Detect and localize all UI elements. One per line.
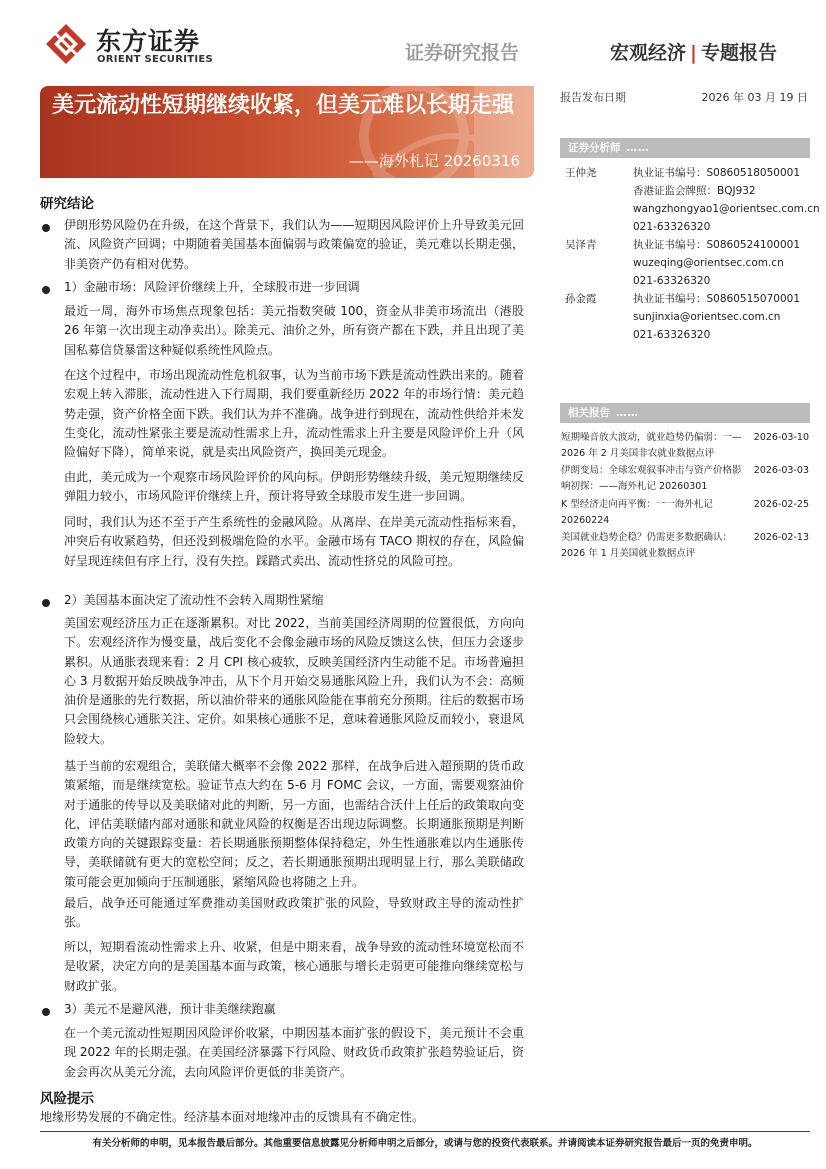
report-title: 美元流动性短期继续收紧，但美元难以长期走强 — [52, 93, 515, 118]
analyst-license: 执业证书编号：S0860524100001 — [633, 239, 801, 251]
category-topic: 专题报告 — [700, 42, 777, 64]
related-report-title[interactable]: 美国就业趋势企稳？仍需更多数据确认：2026 年 1 月美国就业数据点评 — [561, 532, 733, 559]
category-macro: 宏观经济 — [610, 42, 687, 64]
analyst-phone: 021-63326320 — [633, 275, 711, 287]
conclusion-intro: 伊朗形势风险仍在升级，在这个背景下，我们认为——短期因风险评价上升导致美元回流、风险资产回调；中期随着美国基本面偏弱与政策偏宽的验证，美元难以长期走强，非美资产仍有相对优势。 — [64, 218, 524, 271]
analyst-email[interactable]: wangzhongyao1@orientsec.com.cn — [633, 203, 820, 215]
publish-date-row — [560, 89, 808, 105]
related-report-item[interactable] — [561, 463, 809, 497]
footer-disclaimer: 有关分析师的申明，见本报告最后部分。其他重要信息披露见分析师申明之后部分，或请与您的投资代表联系。并请阅读本证券研究报告最后一页的免责申明。 — [92, 1138, 758, 1149]
section1-risk-assessment: 同时，我们认为还不至于产生系统性的金融风险。从离岸、在岸美元流动性指标来看，冲突后有收紧趋势，但还没到极端危险的水平。金融市场有 TACO 期权的存在，风险偏好呈现连续但有序上行，没有失控。踩踏式卖出、流动性挤兑的风险可控。 — [64, 515, 524, 568]
report-subtitle: ——海外札记 20260316 — [348, 152, 520, 170]
risk-heading: 风险提示 — [40, 1091, 94, 1107]
related-report-title[interactable]: K 型经济走向再平衡：一一海外札记 20260224 — [561, 499, 713, 526]
bullet-icon — [42, 1008, 50, 1016]
analysts-heading-label: 证券分析师 — [568, 142, 621, 154]
company-logo — [44, 22, 244, 68]
footer-divider — [40, 1131, 810, 1132]
section2-body-3: 最后，战争还可能通过军费推动美国财政政策扩张的风险，导致财政主导的流动性扩张。 — [64, 896, 524, 930]
related-report-title[interactable]: 伊朗变局：全球宏观叙事冲击与资产价格影响初探：——海外札记 20260301 — [561, 465, 742, 492]
section1-highlight: 最近一周，海外市场焦点现象包括：美元指数突破 100，资金从非美市场流出（港股 26 年第一次出现主动净卖出）。除美元、油价之外，所有资产都在下跌，并且出现了美国私募信贷暴雷这种疑似系统性风险点。 — [64, 304, 524, 357]
bullet-icon — [42, 224, 50, 232]
analyst-name: 王仲尧 — [565, 167, 597, 179]
section1-conclusion: 由此，美元成为一个观察市场风险评价的风向标。伊朗形势继续升级，美元短期继续反弹阻力较小，市场风险评价继续上升，预计将导致全球股市发生进一步回调。 — [64, 470, 524, 504]
analyst-license: 执业证书编号：S0860515070001 — [633, 293, 801, 305]
risk-text: 地缘形势发展的不确定性。经济基本面对地缘冲击的反馈具有不确定性。 — [40, 1110, 425, 1124]
analyst-phone: 021-63326320 — [633, 329, 711, 341]
logo-chinese-name: 东方证券 — [96, 27, 201, 56]
report-type: 证券研究报告 — [405, 42, 520, 64]
logo-english-name: ORIENT SECURITIES — [97, 54, 214, 65]
section2-body-2: 基于当前的宏观组合，美联储大概率不会像 2022 那样，在战争后进入超预期的货币政策紧缩，而是继续宽松。验证节点大约在 5-6 月 FOMC 会议，一方面，需要观察油价对于通胀的传导以及美联储对此的判断，另一方面，也需结合沃什上任后的政策取向变化，评估美联储内部对通胀和就业风险的权衡是否出现边际调整。长期通胀预期是判断政策方向的关键跟踪变量：若长期通胀预期整体保持稳定，外生性通胀难以内生通胀传导，美联储就有更大的宽松空间；反之，若长期通胀预期出现明显上行，那么美联储政策可能会更加倾向于压制通胀，紧缩风险也将随之上升。 — [64, 759, 524, 889]
logo-mark-icon — [44, 22, 88, 66]
analyst-name: 吴泽青 — [565, 239, 597, 251]
analyst-info — [633, 290, 813, 344]
section2-body-1: 美国宏观经济压力正在逐渐累积。对比 2022，当前美国经济周期的位置很低，方向向下。宏观经济作为慢变量，战后变化不会像金融市场的风险反馈这么快，但压力会逐步累积。从通胀表现来看：2 月 CPI 核心疲软，反映美国经济内生动能不足。市场普遍担心 3 月数据开始反映战争冲击，从下个月开始交易通胀风险上升，我们认为不会：高频油价是通胀的先行数据，所以油价带来的通胀风险能在事前充分预期。往后的数据市场只会围绕核心通胀关注、定价。如果核心通胀不足，意味着通胀风险反而较小，衰退风险较大。 — [64, 616, 524, 746]
section3-body: 在一个美元流动性短期因风险评价收紧，中期因基本面扩张的假设下，美元预计不会重现 2022 年的长期走强。在美国经济暴露下行风险、财政货币政策扩张趋势验证后，资金会再次从美元分流，去向风险评价更低的非美资产。 — [64, 1026, 524, 1079]
publish-date-label: 报告发布日期 — [560, 91, 626, 104]
analyst-card — [565, 164, 820, 236]
related-report-date: 2026-03-10 — [753, 432, 809, 443]
related-report-item[interactable] — [561, 530, 809, 564]
related-report-date: 2026-03-03 — [753, 465, 809, 476]
related-report-title[interactable]: 短期噪音放大波动，就业趋势仍偏弱：一—2026 年 2 月美国非农就业数据点评 — [561, 432, 742, 459]
related-report-item[interactable] — [561, 497, 809, 531]
report-category — [610, 38, 777, 65]
section1-title: 1）金融市场：风险评价继续上升，全球股市进一步回调 — [64, 280, 360, 294]
section3-title: 3）美元不是避风港，预计非美继续跑赢 — [64, 1002, 276, 1016]
analyst-email[interactable]: sunjinxia@orientsec.com.cn — [633, 311, 781, 323]
analyst-email[interactable]: wuzeqing@orientsec.com.cn — [633, 257, 784, 269]
bullet-icon — [42, 599, 50, 607]
related-heading-label: 相关报告 — [568, 407, 610, 419]
analyst-info — [633, 236, 813, 290]
conclusion-heading: 研究结论 — [40, 196, 94, 212]
publish-date-value: 2026 年 03 月 19 日 — [701, 91, 808, 104]
section1-body: 在这个过程中，市场出现流动性危机叙事，认为当前市场下跌是流动性跌出来的。随着宏观上转入滞胀，流动性进入下行周期，我们要重新经历 2022 年的市场行情：美元趋势走强，资产价格全面下跌。我们认为并不准确。战争进行到现在，流动性供给并未发生变化，流动性紧张主要是流动性需求上升，流动性需求上升主要是风险评价上升（风险偏好下降），简单来说，就是卖出风险资产，换回美元现金。 — [64, 368, 524, 460]
related-reports-heading — [560, 403, 810, 423]
category-separator: | — [690, 42, 697, 64]
related-report-date: 2026-02-13 — [753, 532, 809, 543]
analyst-card — [565, 290, 810, 344]
analyst-license: 执业证书编号：S0860518050001 — [633, 167, 801, 179]
section2-title: 2）美国基本面决定了流动性不会转入周期性紧缩 — [64, 593, 324, 607]
related-report-item[interactable] — [561, 430, 809, 464]
analyst-phone: 021-63326320 — [633, 221, 711, 233]
analyst-name: 孙金霞 — [565, 293, 597, 305]
related-heading-dots: …… — [616, 407, 639, 419]
title-banner — [40, 86, 534, 178]
analyst-card — [565, 236, 810, 290]
related-report-date: 2026-02-25 — [753, 499, 809, 510]
section2-body-4: 所以，短期看流动性需求上升、收紧，但是中期来看，战争导致的流动性环境宽松而不是收紧，决定方向的是美国基本面与政策，核心通胀与增长走弱更可能推向继续宽松与财政扩张。 — [64, 940, 524, 993]
analyst-hk-license: 香港证监会牌照：BQJ932 — [633, 185, 756, 197]
analysts-heading-dots: …… — [626, 142, 650, 154]
analysts-heading — [560, 138, 810, 158]
bullet-icon — [42, 286, 50, 294]
analyst-info — [633, 164, 820, 236]
